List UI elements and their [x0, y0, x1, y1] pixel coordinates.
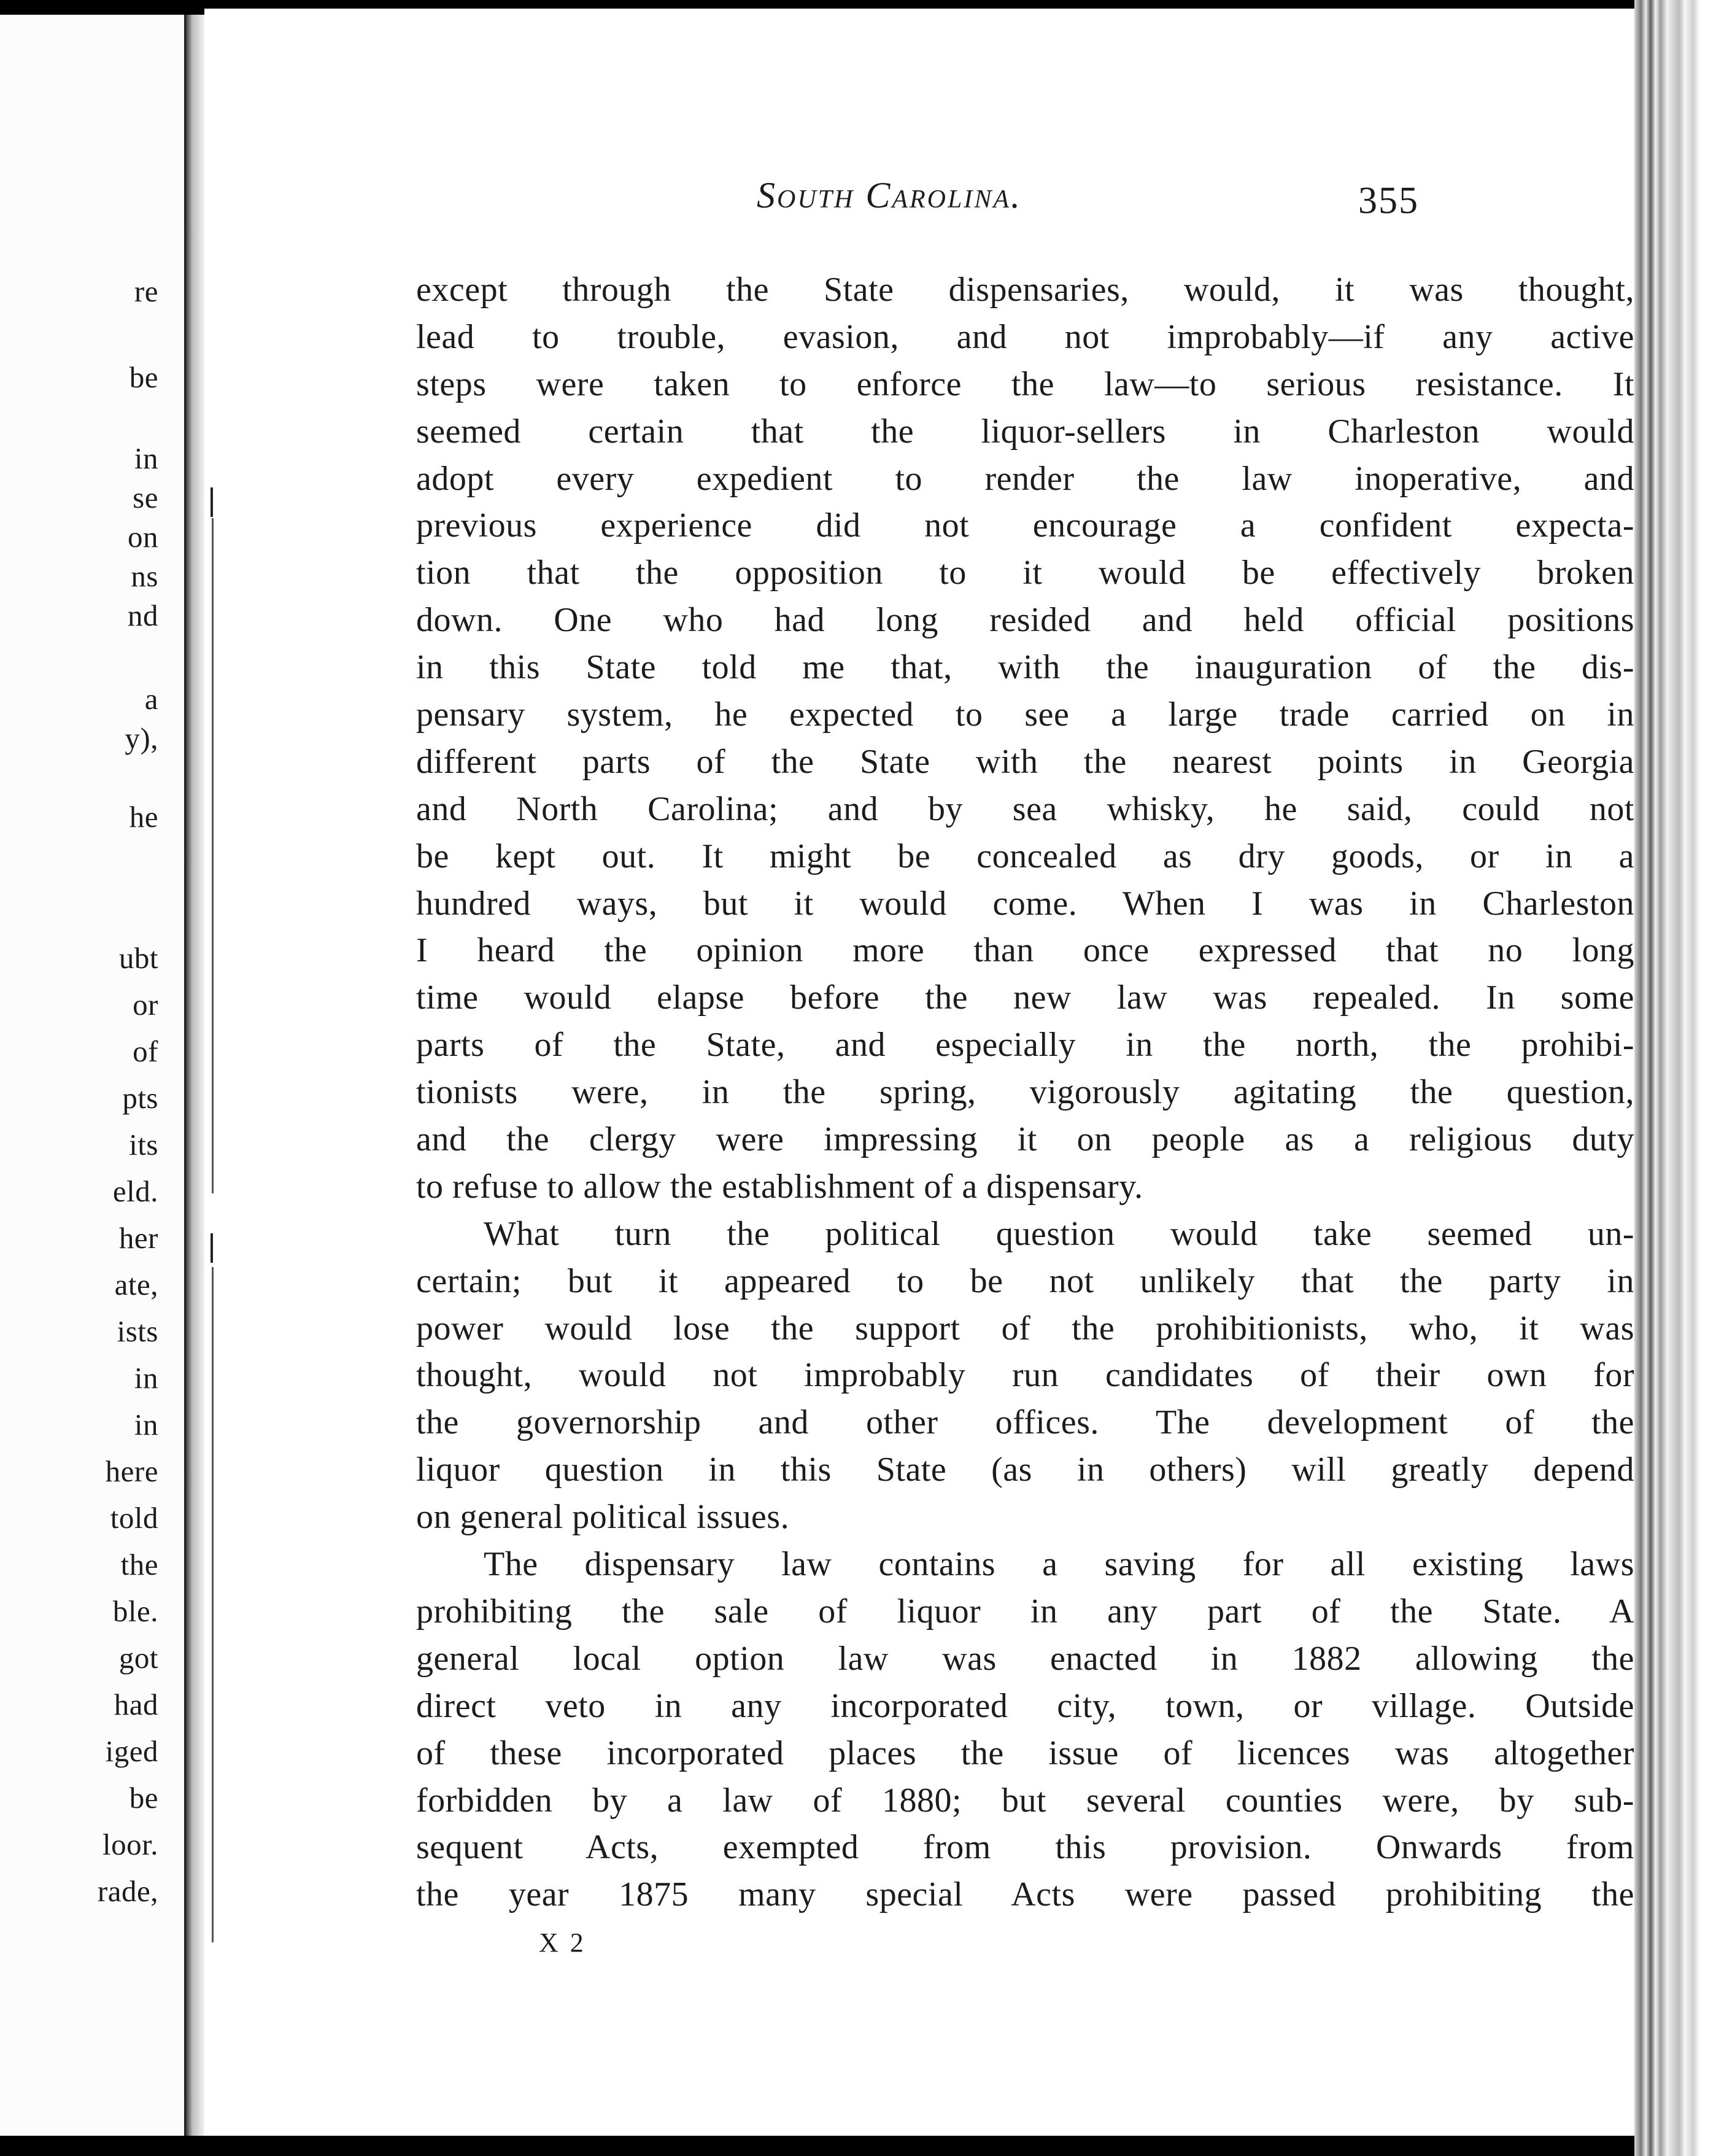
left-fragment: the [120, 1548, 158, 1581]
text-line: power would lose the support of the prohibitionists, who, it was [416, 1309, 1634, 1348]
text-line: to refuse to allow the establishment of a dispensary. [416, 1167, 1143, 1206]
text-line: pensary system, he expected to see a large trade carried on in [416, 696, 1634, 734]
text-line: be kept out. It might be concealed as dry goods, or in a [416, 837, 1634, 875]
left-fragment: ble. [112, 1594, 158, 1628]
left-fragment: her [118, 1221, 158, 1255]
margin-line [212, 1267, 214, 1942]
text-line: tion that the opposition to it would be effectively broken [416, 554, 1634, 592]
text-line: hundred ways, but it would come. When I was in Charleston [416, 884, 1634, 923]
left-fragment: had [114, 1688, 158, 1721]
scan-bottom-edge [0, 2136, 1716, 2156]
signature-mark: X 2 [539, 1928, 586, 1958]
text-line: on general political issues. [416, 1498, 790, 1537]
text-line: the governorship and other offices. The development of the [416, 1403, 1634, 1442]
text-line: thought, would not improbably run candidates of their own for [416, 1356, 1634, 1395]
text-line: liquor question in this State (as in others) will greatly depend [416, 1451, 1634, 1489]
text-line: The dispensary law contains a saving for all existing laws [484, 1545, 1634, 1584]
margin-line [212, 518, 214, 1193]
left-fragment: y), [125, 721, 158, 755]
left-fragment: in [134, 1408, 158, 1441]
page-stack-edge [1634, 0, 1716, 2156]
page-number: 355 [1358, 180, 1419, 222]
left-fragment: of [133, 1034, 158, 1068]
left-fragment: here [105, 1454, 158, 1488]
right-page [204, 9, 1634, 2136]
text-line: lead to trouble, evasion, and not improbably—if any active [416, 317, 1634, 356]
left-fragment: se [133, 481, 158, 514]
text-line: direct veto in any incorporated city, town, or village. Outside [416, 1686, 1634, 1725]
left-fragment: nd [128, 599, 158, 632]
body-text [416, 266, 1634, 1918]
left-fragment: eld. [112, 1174, 158, 1208]
text-line: seemed certain that the liquor-sellers in Charleston would [416, 412, 1634, 451]
text-line: general local option law was enacted in 1882 allowing the [416, 1639, 1634, 1678]
text-line: different parts of the State with the nearest points in Georgia [416, 742, 1634, 781]
left-fragment: got [118, 1641, 158, 1675]
margin-tick [211, 487, 213, 517]
text-line: and North Carolina; and by sea whisky, he said, could not [416, 789, 1634, 828]
left-fragment: or [133, 988, 158, 1022]
left-fragment: pts [122, 1081, 158, 1115]
left-fragment: rade, [97, 1874, 158, 1908]
left-fragment: in [134, 441, 158, 475]
text-line: certain; but it appeared to be not unlikely that the party in [416, 1262, 1634, 1300]
running-head: South Carolina. [757, 175, 1022, 215]
left-fragment: ubt [118, 941, 158, 975]
left-fragment: be [129, 1781, 158, 1815]
left-fragment: on [128, 520, 158, 554]
text-line: prohibiting the sale of liquor in any part of the State. A [416, 1592, 1634, 1631]
left-fragment: its [129, 1128, 158, 1161]
text-line: steps were taken to enforce the law—to serious resistance. It [416, 365, 1634, 403]
left-fragment: ns [131, 559, 158, 593]
text-line: What turn the political question would take seemed un- [484, 1214, 1634, 1253]
text-line: previous experience did not encourage a confident expecta- [416, 506, 1634, 545]
book-gutter [186, 15, 204, 2136]
text-line: parts of the State, and especially in the north, the prohibi- [416, 1026, 1634, 1064]
text-line: the year 1875 many special Acts were passed prohibiting the [416, 1875, 1634, 1914]
left-page-edge [0, 15, 186, 2136]
left-fragment: ists [117, 1314, 158, 1348]
text-line: except through the State dispensaries, would, it was thought, [416, 271, 1634, 309]
text-line: tionists were, in the spring, vigorously agitating the question, [416, 1073, 1634, 1112]
left-fragment: re [134, 274, 158, 308]
left-fragment: he [129, 800, 158, 834]
text-line: I heard the opinion more than once expressed that no long [416, 931, 1634, 970]
text-line: in this State told me that, with the inauguration of the dis- [416, 648, 1634, 687]
text-line: of these incorporated places the issue of licences was altogether [416, 1734, 1634, 1772]
text-line: and the clergy were impressing it on people as a religious duty [416, 1120, 1634, 1159]
text-line: down. One who had long resided and held official positions [416, 601, 1634, 640]
left-fragment: a [144, 682, 158, 716]
text-line: sequent Acts, exempted from this provision. Onwards from [416, 1828, 1634, 1867]
left-fragment: ate, [114, 1268, 158, 1301]
text-line: forbidden by a law of 1880; but several counties were, by sub- [416, 1781, 1634, 1820]
left-fragment: be [129, 360, 158, 394]
margin-tick [211, 1233, 213, 1263]
left-fragment: loor. [102, 1828, 158, 1861]
left-fragment: told [110, 1501, 158, 1535]
left-fragment: iged [105, 1734, 158, 1768]
text-line: adopt every expedient to render the law inoperative, and [416, 459, 1634, 498]
left-fragment: in [134, 1361, 158, 1395]
text-line: time would elapse before the new law was repealed. In some [416, 979, 1634, 1017]
